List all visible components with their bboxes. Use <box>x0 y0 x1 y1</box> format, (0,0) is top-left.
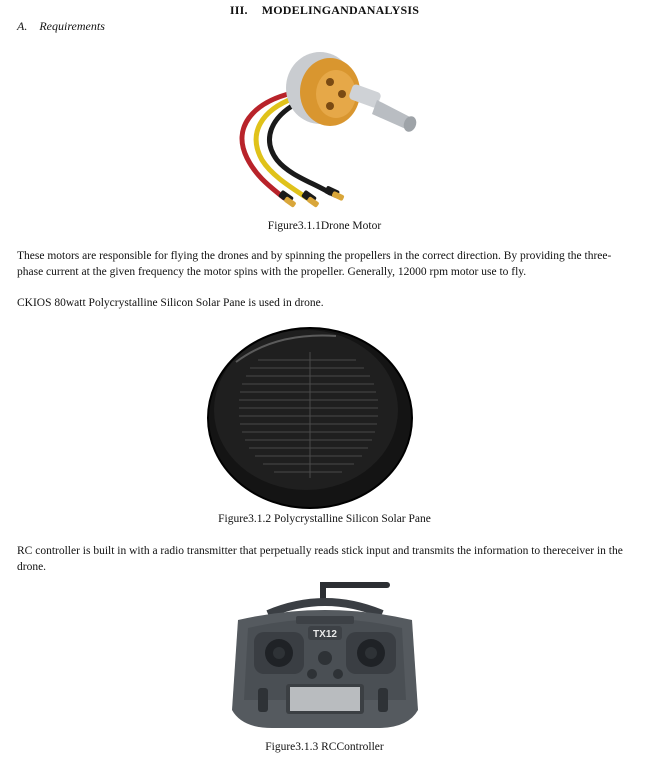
figure-caption-motor: Figure3.1.1Drone Motor <box>267 220 382 232</box>
solar-figure <box>206 322 414 510</box>
rc-paragraph-line-1: RC controller is built in with a radio transmitter that perpetually reads stick input and transmits the information to thereceiver in the <box>17 545 623 557</box>
solar-panel-image <box>206 322 414 510</box>
motor-paragraph-line-1: These motors are responsible for flying the drones and by spinning the propellers in the correct direction. By providing the three- <box>17 250 612 262</box>
motor-paragraph-line-2: phase current at the given frequency the motor spins with the propeller. Generally, 12000 rpm motor use to fly. <box>17 266 527 278</box>
figure-caption-solar: Figure3.1.2 Polycrystalline Silicon Solar Pane <box>218 513 431 525</box>
rc-paragraph-line-2: drone. <box>17 561 47 573</box>
section-heading <box>0 3 649 18</box>
subsection-title: Requirements <box>39 19 105 33</box>
section-number: III. <box>229 3 248 17</box>
section-title: MODELINGANDANALYSIS <box>261 3 420 17</box>
subsection-letter: A. <box>17 19 28 33</box>
solar-paragraph: CKIOS 80watt Polycrystalline Silicon Solar Pane is used in drone. <box>17 297 324 309</box>
figure-caption-controller: Figure3.1.3 RCController <box>265 741 384 753</box>
controller-figure <box>228 580 422 732</box>
motor-figure <box>222 48 422 213</box>
drone-motor-image <box>222 48 422 213</box>
rc-controller-image <box>228 580 422 732</box>
controller-model-label: TX12 <box>313 629 337 640</box>
subsection-heading <box>17 19 105 34</box>
